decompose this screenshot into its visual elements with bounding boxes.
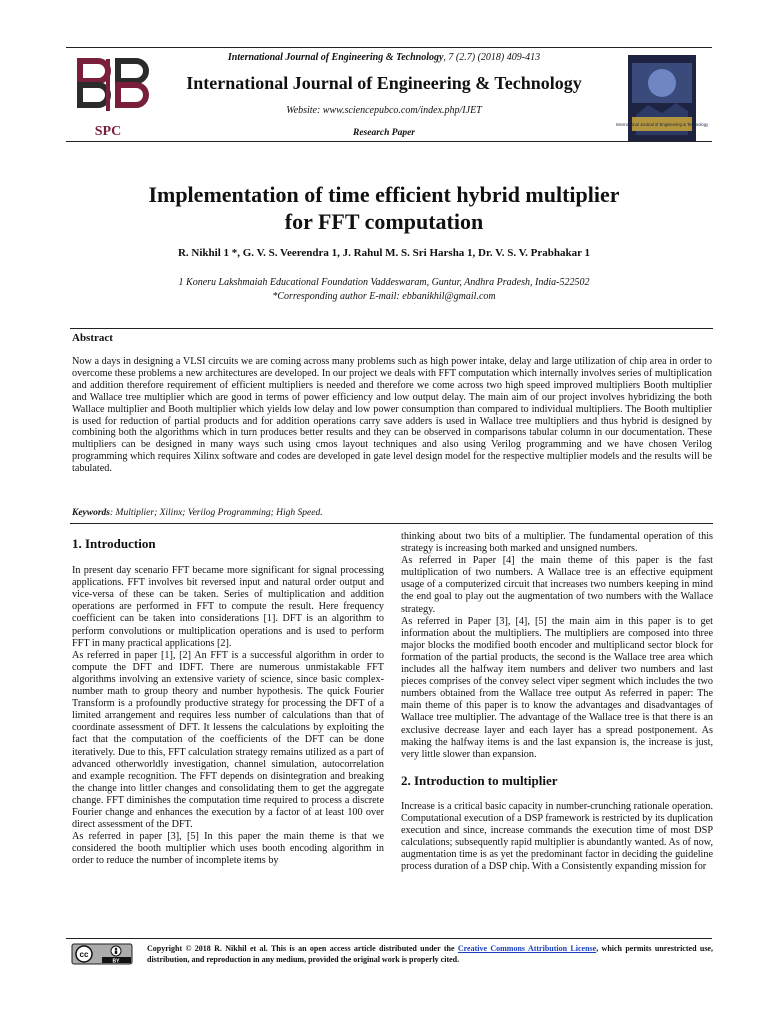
section-2-paragraph: Increase is a critical basic capacity in number-crunching rationale operation. Computational execution of a DSP framework is restricted by its duplication execution and since, increase commands the execution time of most DSP calculations; subsequently rapid multiplier is abundantly wanted. As of now, augmentation time is as yet the predominant factor in deciding the guideline process duration of a DSP chip. With a Consistently expanding mission for [401,800,713,873]
copyright-notice [147,943,713,965]
paper-title-line1: Implementation of time efficient hybrid multiplier [148,182,620,207]
journal-title: International Journal of Engineering & Technology [186,73,582,93]
affiliation-line: 1 Koneru Lakshmaiah Educational Foundation Vaddeswaram, Guntur, Andhra Pradesh, India-522502 [178,277,590,288]
publisher-logo [70,55,146,141]
section-1-paragraph: As referred in Paper [3], [4], [5] the main aim in this paper is to get information about the multipliers. The multipliers are composed into three major blocks the modified booth encoder and multiplicand sector block for formation of the partial products, the second is the Wallace tree area which includes all the halfway item numbers and deliver two numbers and last pieces comprises of the convey select viper segment which includes the two numbers obtained from the Wallace tree output As referred in paper: The main theme of this paper is to know the advantages and disadvantages of Wallace tree multiplier. The advantage of the Wallace tree is that there is an exclusive decrease layer and each layer has a spread postponement. As making the halfway items is and the last expansion is, the increase is just, very little slower than expansion. [401,615,713,760]
paper-type: Research Paper [352,128,415,138]
citation-volume-pages: , 7 (2.7) (2018) 409-413 [443,52,541,63]
header-bottom-rule [66,141,712,142]
logo-text: SPC [94,124,122,139]
keywords [72,508,323,518]
copyright-text: Copyright © 2018 R. Nikhil et al. This is an open access article distributed under the [147,944,458,953]
paper-title-line2: for FFT computation [284,209,484,234]
header-top-rule [66,47,712,48]
copyright-text-end: , which permits unrestricted use, distribution, and reproduction in any medium, provided the original work is properly cited. [147,944,713,964]
affiliation [60,276,708,304]
cc-by-license-icon[interactable] [72,944,132,964]
section-1-paragraph: In present day scenario FFT became more significant for signal processing applications. FFT involves bit reversed input and natural order output and vice-versa of these can be taken. Series of multiplication and addition operations are performed in FFT to compute the result. Here frequency coefficient can be taken into considerations [1]. DFT is an algorithm to perform convolutions or multiplication operations and is used to perform FFT in many practical applications [2]. [72,565,384,649]
section-2-heading: 2. Introduction to multiplier [401,772,558,788]
keywords-rule [70,523,713,524]
abstract-text: Now a days in designing a VLSI circuits we are coming across many problems such as high power intake, delay and large utilization of chip area in order to overcome these problems a new architectures are developed. In our project we deals with FFT computation which internally involves series of multiplication and addition therefore requirement of efficient multipliers is needed and therefore we come across two high speed improved multipliers Booth multiplier and Wallace tree multiplier which are good in terms of power efficiency and low output delay. The main aim of our project involves hybridizing the both Wallace multiplier and Booth multiplier which yields low delay and low power consumption than compared to individual multipliers. The Booth multiplier is used for reduction of partial products and for addition operations carry save adders is used in Wallace tree multipliers and thus hybrid is designed by combining both the algorithms which in turn produces better results and they can be observed in comparisons tabular column in our documentation. These multipliers can be designed in many ways such using cmos layout techniques and also using Verilog programming and we have chosen Verilog programming which requires Xilinx software and codes are developed in gate level design model for the respective multiplier models and the results will be tabulated. [72,356,712,475]
by-label: BY [112,958,120,965]
citation-journal-name: International Journal of Engineering & Technology [227,52,444,63]
section-1-paragraph: As referred in paper [1], [2] An FFT is a successful algorithm in order to compute the DFT and IDFT. There are numerous unmistakable FFT algorithms involving an extensive variety of science, since basic complex-number math to group theory and number hypothesis. The quick Fourier Transform is a profoundly productive strategy for processing the DFT of a limited arrangement and requires less number of calculations than that of coordinate assessment of DFT. It lessens the calculations by exploiting the fact that the computation of the coefficients of the DFT can be done iteratively. Due to this, FFT calculation strategy remains utilized as a part of advanced otherworldly investigation, channel simulation, autocorrelation and example recognition. The FFT depends on disintegration and breaking the change into littler changes and consolidating them to get the aggregate change. FFT diminishes the computation time required to process a discrete Fourier change and enhances the execution by a factor of at least 100 over direct assessment of the DFT. [72,649,384,831]
section-1-heading: 1. Introduction [72,536,156,551]
section-1-paragraph: As referred in Paper [4] the main theme of this paper is the fast multiplication of two numbers. A Wallace tree is an effective equipment usage of a computerized circuit that increases two numbers keeping in mind the end goal to play out the augmentation of two numbers with the Wallace strategy. [401,555,713,615]
abstract-top-rule [70,328,713,329]
footer-rule [66,938,712,939]
paper-title [90,181,678,235]
keywords-text: : Multiplier; Xilinx; Verilog Programming; High Speed. [110,508,323,518]
cc-license-link[interactable]: Creative Commons Attribution License [457,944,597,953]
cover-title-text: International Journal of Engineering & Technology [615,122,709,127]
right-column [401,531,713,873]
section-1-paragraph: thinking about two bits of a multiplier. The fundamental operation of this strategy is increasing both marked and unsigned numbers. [401,531,713,555]
keywords-label: Keywords [72,508,110,518]
abstract-heading: Abstract [72,332,113,344]
left-column [72,538,384,867]
corresponding-author: *Corresponding author E-mail: ebbanikhil@gmail.com [272,291,496,302]
journal-cover-image [615,55,709,141]
author-list: R. Nikhil 1 *, G. V. S. Veerendra 1, J. Rahul M. S. Sri Harsha 1, Dr. V. S. V. Prabhakar 1 [177,247,591,259]
journal-website[interactable]: Website: www.sciencepubco.com/index.php/IJET [286,105,482,116]
cc-label: cc [79,950,89,959]
section-1-paragraph: As referred in paper [3], [5] In this paper the main theme is that we considered the booth multiplier which uses booth encoding algorithm in order to reduce the number of incomplete items by [72,831,384,867]
